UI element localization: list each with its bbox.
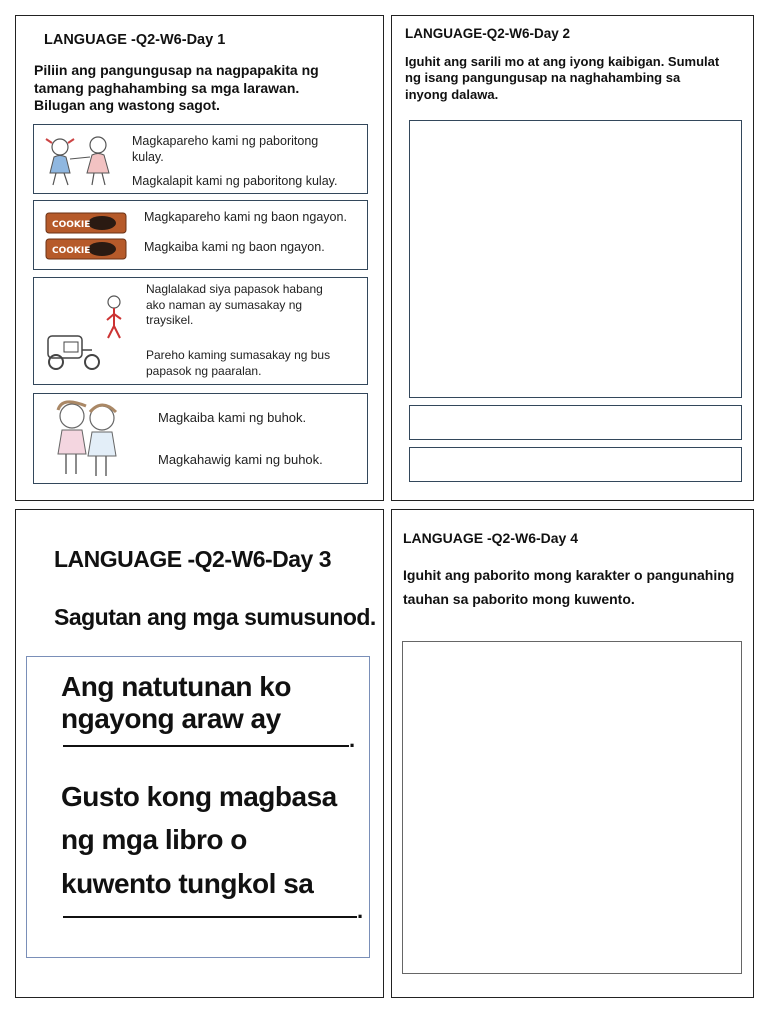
cookie-label-1: COOKIE [52, 220, 91, 230]
two-girls-illustration [48, 396, 128, 480]
item-1-box [33, 124, 368, 194]
period-2: . [357, 898, 364, 923]
answer-line-2[interactable] [63, 916, 357, 918]
sentence-box-2[interactable] [409, 447, 742, 482]
day4-title: LANGUAGE -Q2-W6-Day 4 [403, 530, 579, 546]
drawing-box[interactable] [409, 120, 742, 398]
item-2-box [33, 200, 368, 270]
day4-panel [391, 509, 754, 998]
day2-title: LANGUAGE-Q2-W6-Day 2 [405, 26, 571, 41]
day3-panel [15, 509, 384, 998]
item-1-option-a[interactable]: Magkapareho kami ng paboritong kulay. [132, 134, 319, 165]
day2-panel [391, 15, 754, 501]
item-3-option-a[interactable]: Naglalakad siya papasok habang ako naman ay sumasakay ng traysikel. [146, 282, 323, 328]
item-3-option-b[interactable]: Pareho kaming sumasakay ng bus papasok ng paaralan. [146, 348, 331, 378]
item-2-option-b[interactable]: Magkaiba kami ng baon ngayon. [144, 240, 325, 254]
item-4-option-b[interactable]: Magkahawig kami ng buhok. [158, 452, 323, 467]
day2-instruction: Iguhit ang sarili mo at ang iyong kaibigan. Sumulat ng isang pangungusap na naghahambing sa inyong dalawa. [405, 54, 720, 102]
period-1: . [349, 727, 356, 752]
day1-title: LANGUAGE -Q2-W6-Day 1 [44, 32, 226, 48]
prompt-2: Gusto kong magbasa ng mga libro o kuwento tungkol sa [61, 781, 337, 899]
day4-instruction: Iguhit ang paborito mong karakter o pangunahing tauhan sa paborito mong kuwento. [403, 567, 735, 607]
item-4-box [33, 393, 368, 484]
answer-line-1[interactable] [63, 745, 349, 747]
day1-instruction: Piliin ang pangungusap na nagpapakita ng tamang paghahambing sa mga larawan. Bilugan ang wastong sagot. [34, 62, 319, 113]
item-3-box [33, 277, 368, 385]
item-2-option-a[interactable]: Magkapareho kami ng baon ngayon. [144, 210, 347, 224]
character-drawing-box[interactable] [402, 641, 742, 974]
cookie-label-2: COOKIE [52, 246, 91, 256]
day1-panel [15, 15, 384, 501]
day3-answer-box [26, 656, 370, 958]
walking-boy-tricycle-illustration [42, 292, 134, 372]
prompt-1: Ang natutunan ko ngayong araw ay [61, 671, 291, 734]
item-4-option-a[interactable]: Magkaiba kami ng buhok. [158, 410, 307, 425]
day3-title: LANGUAGE -Q2-W6-Day 3 [54, 546, 332, 572]
sentence-box-1[interactable] [409, 405, 742, 440]
item-1-option-b[interactable]: Magkalapit kami ng paboritong kulay. [132, 174, 338, 188]
day3-instruction: Sagutan ang mga sumusunod. [54, 604, 376, 630]
cookie-packs-illustration [44, 207, 130, 265]
kids-playing-illustration [38, 129, 120, 189]
